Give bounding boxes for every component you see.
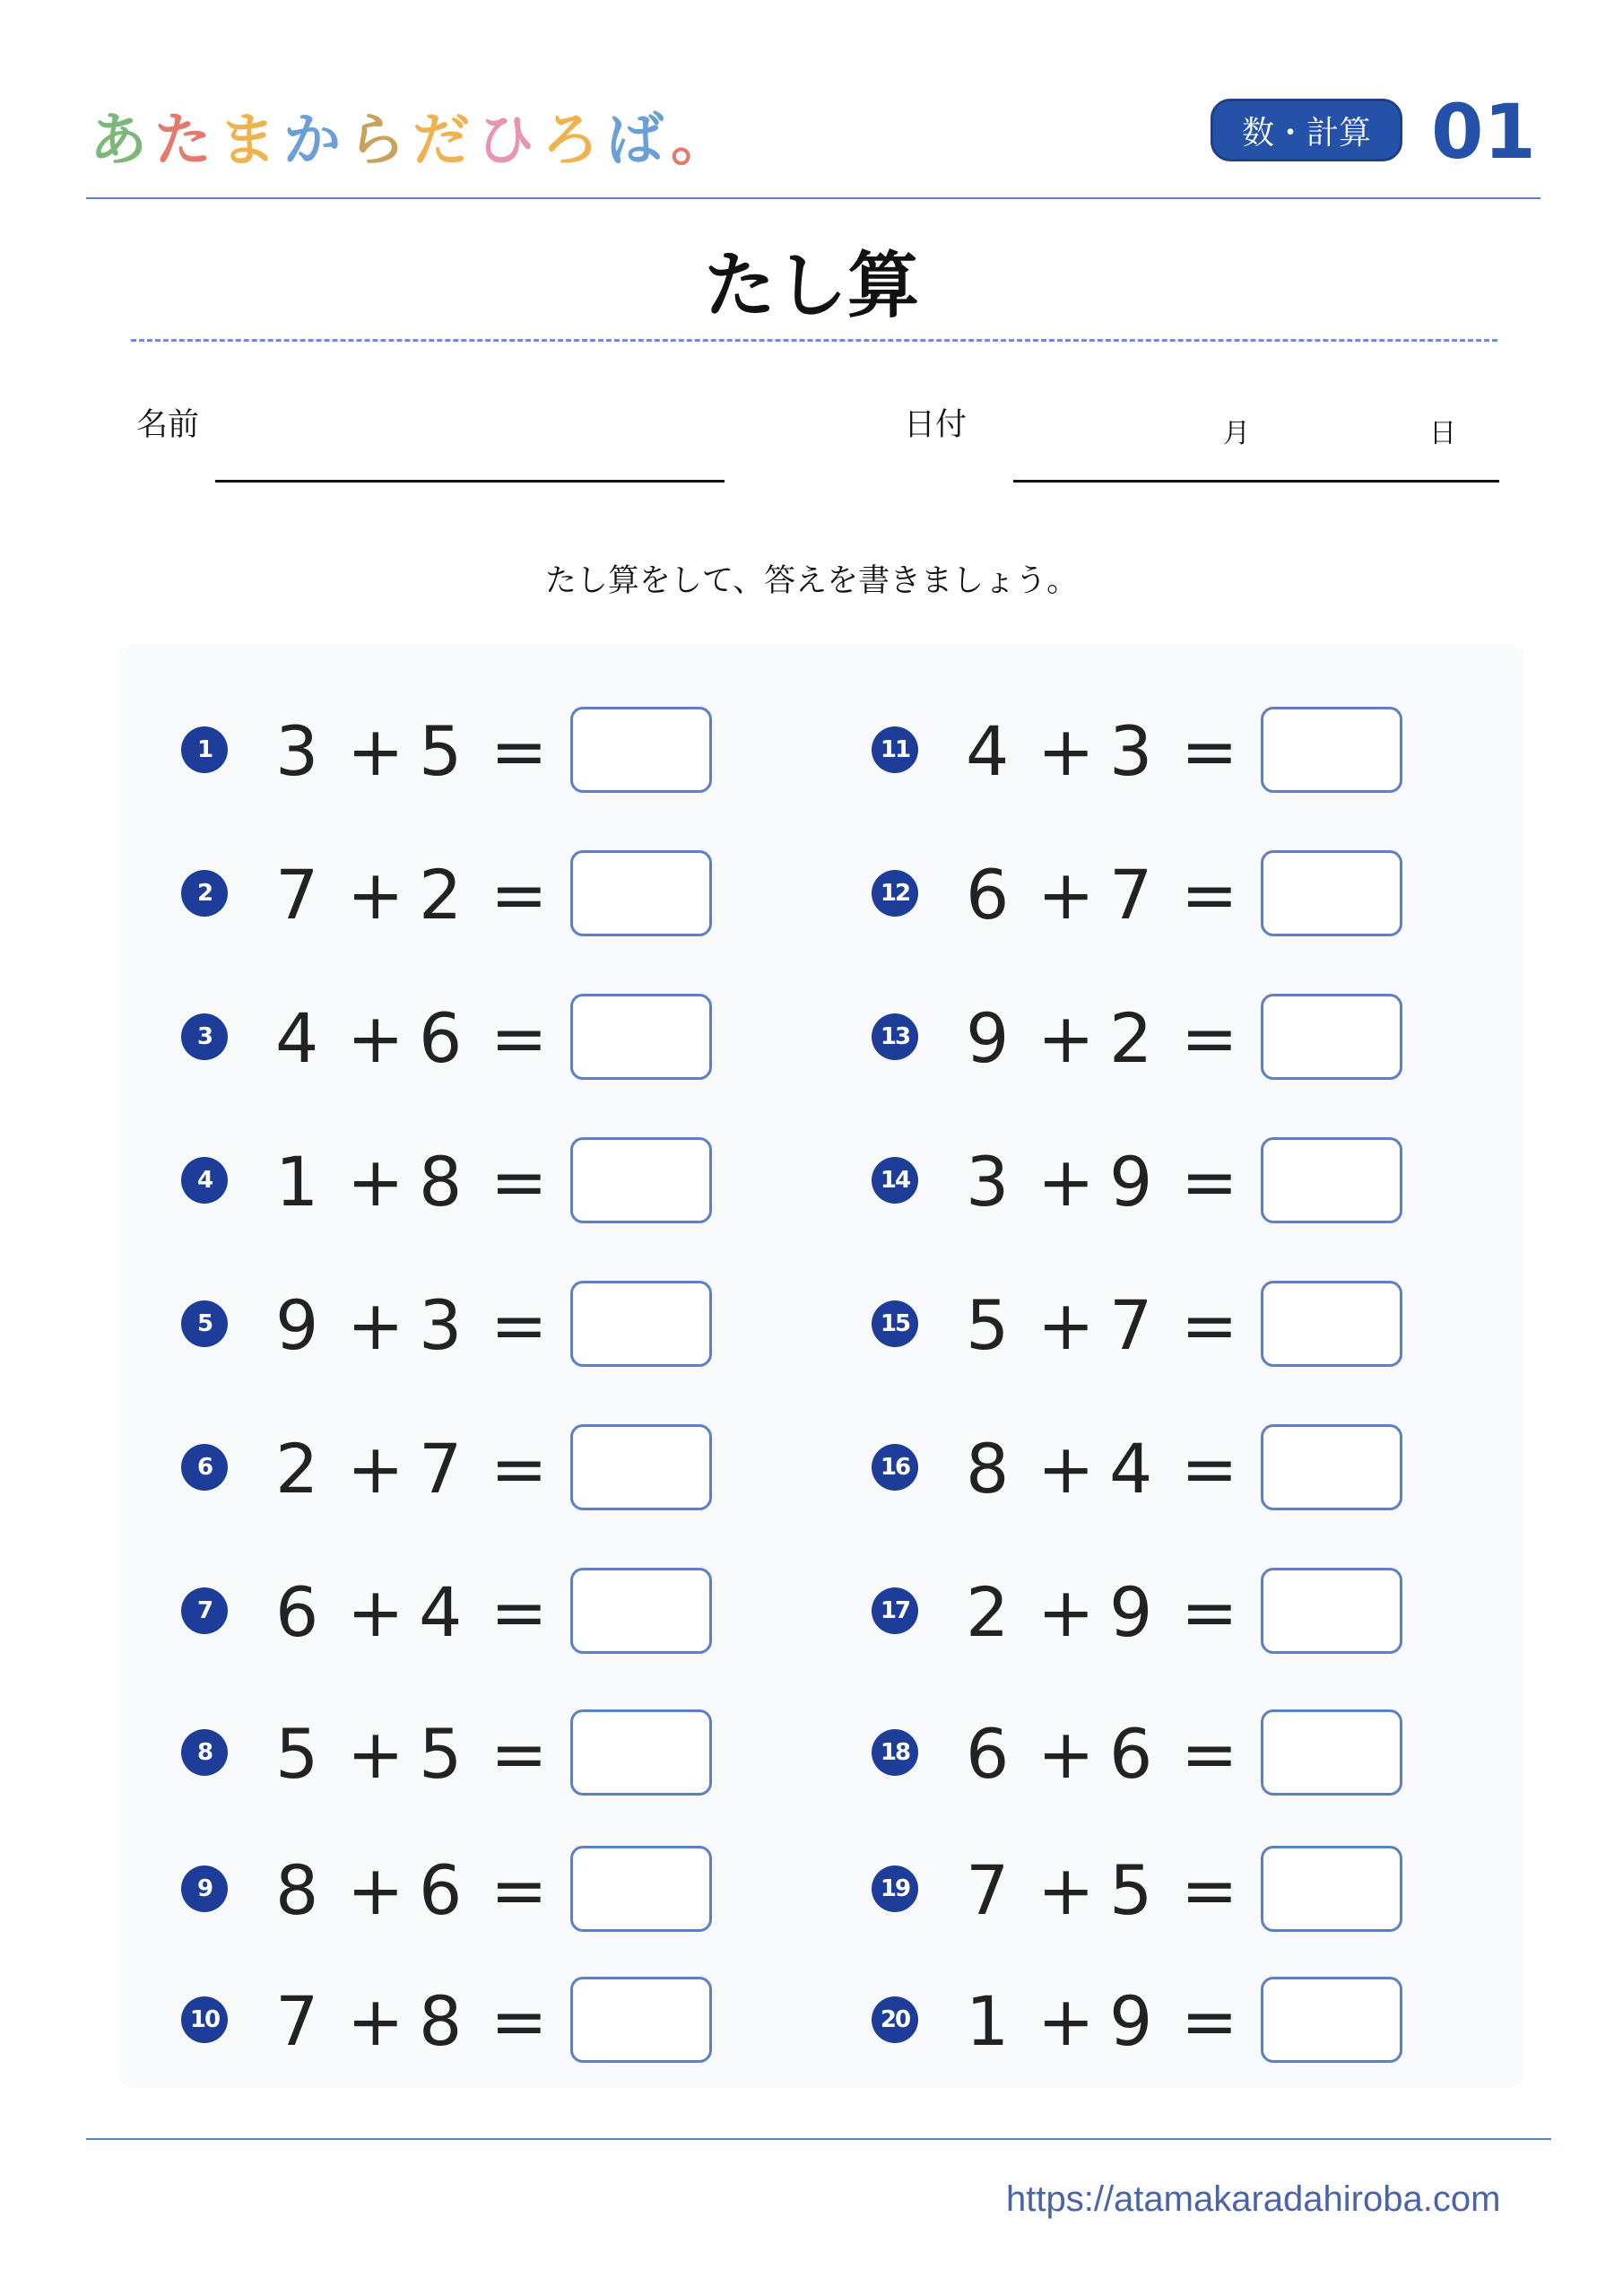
problem-row bbox=[872, 1137, 1410, 1227]
problem-number-badge: 20 bbox=[872, 1996, 918, 2043]
problem-row bbox=[181, 994, 719, 1083]
title-dashed-divider bbox=[131, 339, 1497, 342]
problem-number-badge: 19 bbox=[872, 1866, 918, 1912]
plus-sign: + bbox=[347, 1714, 404, 1794]
problem-row bbox=[181, 1977, 719, 2066]
plus-sign: + bbox=[1037, 1850, 1095, 1930]
addend-b: 7 bbox=[1109, 855, 1153, 935]
addend-a: 7 bbox=[275, 1981, 319, 2061]
addend-a: 4 bbox=[275, 998, 319, 1078]
problem-panel bbox=[118, 644, 1524, 2088]
equals-sign: = bbox=[1181, 1142, 1238, 1222]
addend-b: 9 bbox=[1109, 1142, 1153, 1222]
addend-b: 4 bbox=[1109, 1429, 1153, 1509]
addend-a: 3 bbox=[275, 711, 319, 791]
answer-box[interactable] bbox=[1261, 1977, 1402, 2063]
plus-sign: + bbox=[347, 1572, 404, 1652]
equals-sign: = bbox=[1181, 855, 1238, 935]
date-write-line[interactable] bbox=[1013, 480, 1499, 483]
answer-box[interactable] bbox=[1261, 1568, 1402, 1654]
answer-box[interactable] bbox=[570, 850, 712, 936]
equals-sign: = bbox=[1181, 998, 1238, 1078]
day-label: 日 bbox=[1429, 418, 1456, 449]
addend-a: 4 bbox=[966, 711, 1010, 791]
page-title: たし算 bbox=[704, 244, 919, 327]
addend-b: 5 bbox=[419, 711, 463, 791]
logo-char: あ bbox=[90, 108, 154, 174]
addend-b: 5 bbox=[1109, 1850, 1153, 1930]
answer-box[interactable] bbox=[1261, 1709, 1402, 1796]
addend-b: 2 bbox=[419, 855, 463, 935]
addend-a: 6 bbox=[966, 855, 1010, 935]
plus-sign: + bbox=[1037, 1981, 1095, 2061]
logo-char: ひ bbox=[477, 108, 542, 174]
problem-number-badge: 14 bbox=[872, 1157, 918, 1204]
problem-number-badge: 11 bbox=[872, 726, 918, 773]
problem-number-badge: 6 bbox=[181, 1444, 228, 1491]
equals-sign: = bbox=[490, 1572, 548, 1652]
answer-box[interactable] bbox=[570, 1846, 712, 1932]
addend-a: 9 bbox=[966, 998, 1010, 1078]
answer-box[interactable] bbox=[570, 1137, 712, 1223]
logo-char: だ bbox=[412, 108, 477, 174]
addend-a: 6 bbox=[275, 1572, 319, 1652]
plus-sign: + bbox=[1037, 711, 1095, 791]
equals-sign: = bbox=[490, 998, 548, 1078]
addend-a: 3 bbox=[966, 1142, 1010, 1222]
answer-box[interactable] bbox=[1261, 1846, 1402, 1932]
problem-row bbox=[872, 994, 1410, 1083]
problem-number-badge: 10 bbox=[181, 1996, 228, 2043]
plus-sign: + bbox=[1037, 1714, 1095, 1794]
addend-a: 1 bbox=[966, 1981, 1010, 2061]
answer-box[interactable] bbox=[1261, 994, 1402, 1080]
addend-b: 5 bbox=[419, 1714, 463, 1794]
site-logo bbox=[90, 94, 735, 177]
equals-sign: = bbox=[490, 1142, 548, 1222]
addend-a: 1 bbox=[275, 1142, 319, 1222]
instruction-text: たし算をして、答えを書きましょう。 bbox=[544, 563, 1079, 599]
addend-b: 3 bbox=[1109, 711, 1153, 791]
answer-box[interactable] bbox=[570, 994, 712, 1080]
date-label: 日付 bbox=[904, 407, 968, 443]
addend-b: 7 bbox=[1109, 1285, 1153, 1365]
problem-row bbox=[181, 850, 719, 940]
addend-a: 6 bbox=[966, 1714, 1010, 1794]
problem-row bbox=[181, 1846, 719, 1935]
sheet-number: 01 bbox=[1431, 88, 1536, 176]
problem-row bbox=[181, 1709, 719, 1799]
plus-sign: + bbox=[1037, 1429, 1095, 1509]
problem-number-badge: 9 bbox=[181, 1866, 228, 1912]
plus-sign: + bbox=[347, 998, 404, 1078]
equals-sign: = bbox=[490, 1850, 548, 1930]
equals-sign: = bbox=[490, 1285, 548, 1365]
addend-a: 2 bbox=[275, 1429, 319, 1509]
addend-b: 9 bbox=[1109, 1981, 1153, 2061]
problem-number-badge: 3 bbox=[181, 1013, 228, 1060]
plus-sign: + bbox=[347, 1285, 404, 1365]
problem-number-badge: 15 bbox=[872, 1300, 918, 1347]
problem-number-badge: 17 bbox=[872, 1587, 918, 1634]
addend-b: 2 bbox=[1109, 998, 1153, 1078]
logo-char: た bbox=[154, 108, 219, 174]
problem-number-badge: 5 bbox=[181, 1300, 228, 1347]
equals-sign: = bbox=[1181, 1285, 1238, 1365]
equals-sign: = bbox=[490, 1981, 548, 2061]
plus-sign: + bbox=[347, 1142, 404, 1222]
logo-char: ば bbox=[606, 108, 671, 174]
problem-number-badge: 1 bbox=[181, 726, 228, 773]
problem-row bbox=[872, 1977, 1410, 2066]
answer-box[interactable] bbox=[1261, 850, 1402, 936]
logo-char: ま bbox=[219, 108, 283, 174]
name-write-line[interactable] bbox=[215, 480, 725, 483]
problem-row bbox=[181, 1424, 719, 1514]
problem-row bbox=[181, 707, 719, 796]
problem-row bbox=[181, 1137, 719, 1227]
answer-box[interactable] bbox=[570, 707, 712, 793]
name-label: 名前 bbox=[136, 407, 200, 443]
equals-sign: = bbox=[1181, 1850, 1238, 1930]
problem-row bbox=[872, 1281, 1410, 1370]
problem-row bbox=[872, 1709, 1410, 1799]
answer-box[interactable] bbox=[1261, 1137, 1402, 1223]
addend-b: 6 bbox=[419, 1850, 463, 1930]
logo-char: 。 bbox=[671, 108, 735, 174]
plus-sign: + bbox=[347, 711, 404, 791]
addend-a: 2 bbox=[966, 1572, 1010, 1652]
equals-sign: = bbox=[1181, 1714, 1238, 1794]
category-badge: 数・計算 bbox=[1211, 99, 1402, 161]
addend-a: 7 bbox=[966, 1850, 1010, 1930]
problem-number-badge: 4 bbox=[181, 1157, 228, 1204]
answer-box[interactable] bbox=[1261, 1281, 1402, 1367]
equals-sign: = bbox=[490, 1429, 548, 1509]
addend-a: 8 bbox=[275, 1850, 319, 1930]
answer-box[interactable] bbox=[1261, 707, 1402, 793]
problem-row bbox=[872, 707, 1410, 796]
logo-char: か bbox=[283, 108, 348, 174]
site-url-link[interactable]: https://atamakaradahiroba.com bbox=[1006, 2179, 1501, 2219]
addend-a: 8 bbox=[966, 1429, 1010, 1509]
answer-box[interactable] bbox=[570, 1281, 712, 1367]
answer-box[interactable] bbox=[570, 1424, 712, 1510]
addend-b: 7 bbox=[419, 1429, 463, 1509]
plus-sign: + bbox=[1037, 1142, 1095, 1222]
problem-number-badge: 13 bbox=[872, 1013, 918, 1060]
addend-b: 3 bbox=[419, 1285, 463, 1365]
problem-row bbox=[872, 1424, 1410, 1514]
equals-sign: = bbox=[490, 855, 548, 935]
logo-char: ろ bbox=[542, 108, 606, 174]
problem-number-badge: 7 bbox=[181, 1587, 228, 1634]
footer-divider bbox=[86, 2138, 1551, 2140]
addend-a: 5 bbox=[275, 1714, 319, 1794]
answer-box[interactable] bbox=[1261, 1424, 1402, 1510]
plus-sign: + bbox=[1037, 855, 1095, 935]
answer-box[interactable] bbox=[570, 1709, 712, 1796]
addend-b: 4 bbox=[419, 1572, 463, 1652]
answer-box[interactable] bbox=[570, 1568, 712, 1654]
addend-a: 5 bbox=[966, 1285, 1010, 1365]
plus-sign: + bbox=[347, 1429, 404, 1509]
equals-sign: = bbox=[1181, 711, 1238, 791]
equals-sign: = bbox=[1181, 1572, 1238, 1652]
plus-sign: + bbox=[1037, 1285, 1095, 1365]
plus-sign: + bbox=[347, 1981, 404, 2061]
addend-b: 9 bbox=[1109, 1572, 1153, 1652]
problem-number-badge: 2 bbox=[181, 870, 228, 917]
addend-b: 8 bbox=[419, 1981, 463, 2061]
plus-sign: + bbox=[347, 1850, 404, 1930]
problem-number-badge: 16 bbox=[872, 1444, 918, 1491]
problem-row bbox=[181, 1568, 719, 1657]
addend-b: 6 bbox=[419, 998, 463, 1078]
problem-number-badge: 18 bbox=[872, 1729, 918, 1776]
equals-sign: = bbox=[1181, 1429, 1238, 1509]
plus-sign: + bbox=[347, 855, 404, 935]
problem-number-badge: 12 bbox=[872, 870, 918, 917]
addend-b: 6 bbox=[1109, 1714, 1153, 1794]
logo-char: ら bbox=[348, 108, 412, 174]
addend-b: 8 bbox=[419, 1142, 463, 1222]
equals-sign: = bbox=[1181, 1981, 1238, 2061]
addend-a: 9 bbox=[275, 1285, 319, 1365]
problem-row bbox=[872, 1846, 1410, 1935]
addend-a: 7 bbox=[275, 855, 319, 935]
problem-row bbox=[872, 850, 1410, 940]
problem-row bbox=[181, 1281, 719, 1370]
plus-sign: + bbox=[1037, 1572, 1095, 1652]
equals-sign: = bbox=[490, 711, 548, 791]
equals-sign: = bbox=[490, 1714, 548, 1794]
month-label: 月 bbox=[1223, 418, 1250, 449]
problem-row bbox=[872, 1568, 1410, 1657]
answer-box[interactable] bbox=[570, 1977, 712, 2063]
header-divider bbox=[86, 197, 1541, 199]
problem-number-badge: 8 bbox=[181, 1729, 228, 1776]
plus-sign: + bbox=[1037, 998, 1095, 1078]
